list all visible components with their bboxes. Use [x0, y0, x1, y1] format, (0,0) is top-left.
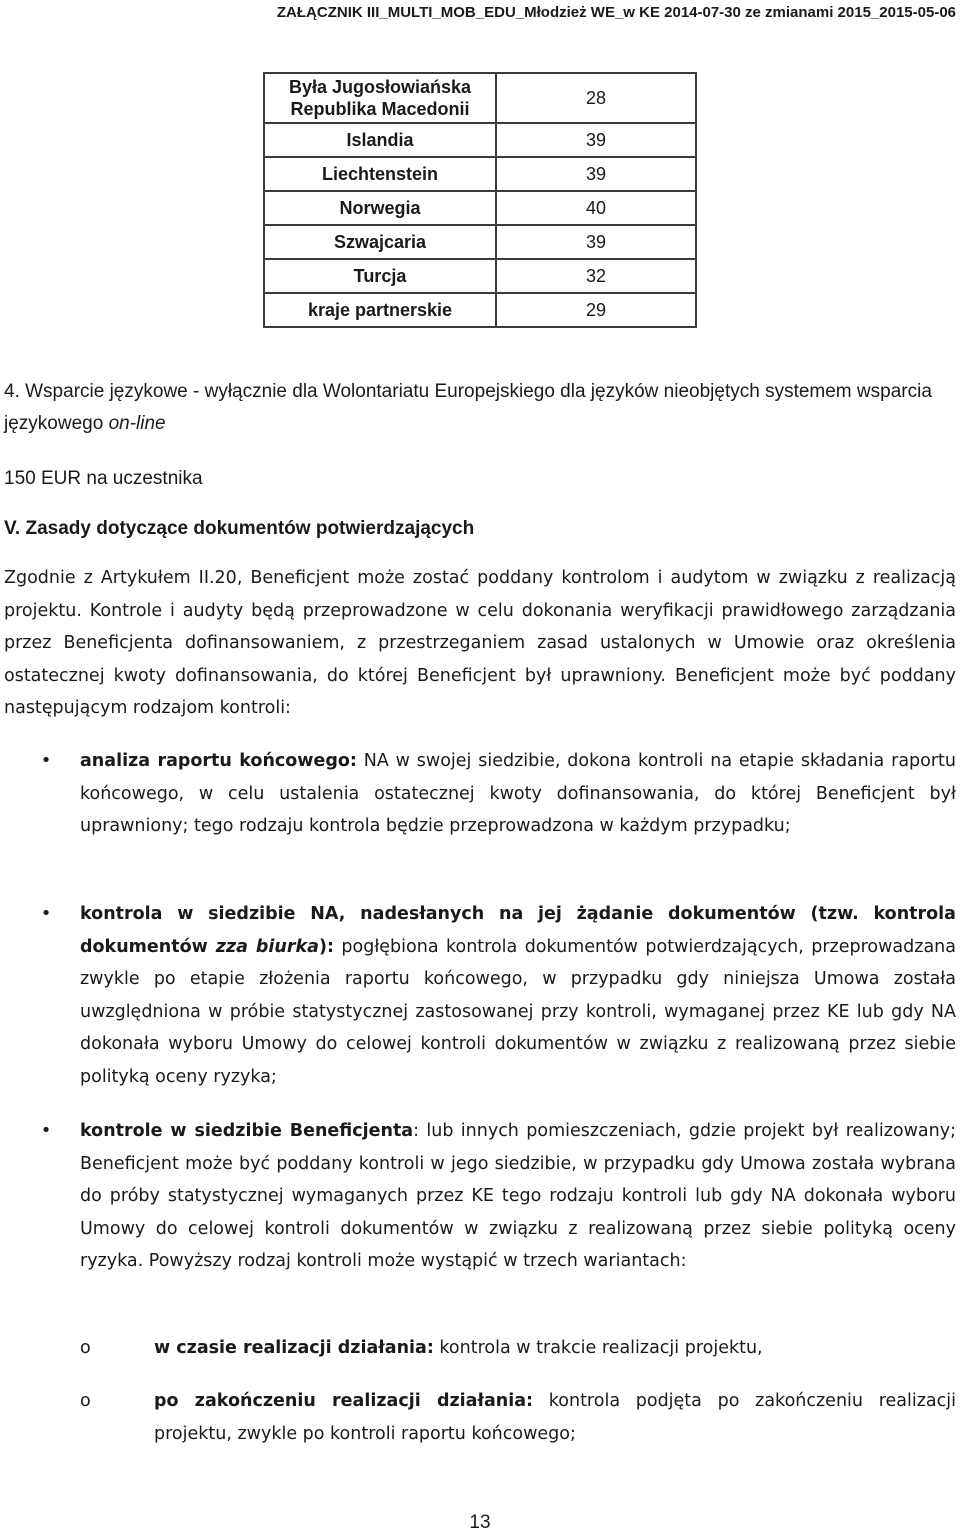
list-item: [80, 745, 956, 843]
list-item-bold-italic: zza biurka: [215, 936, 319, 957]
document-header: ZAŁĄCZNIK III_MULTI_MOB_EDU_Młodzież WE_w KE 2014-07-30 ze zmianami 2015_2015-05-06: [276, 4, 956, 21]
country-name: Szwajcaria: [264, 225, 496, 259]
list-item-bold: kontrola w siedzibie NA, nadesłanych na jej żądanie dokumentów (tzw. kontrola dokumentów: [80, 904, 956, 957]
sub-list-item-text: kontrola w trakcie realizacji projektu,: [433, 1338, 763, 1358]
table-row: [264, 73, 696, 123]
bullet-icon: •: [40, 1120, 52, 1141]
sub-list-item-bold: po zakończeniu realizacji działania:: [154, 1391, 534, 1411]
list-item-bold-end: ):: [318, 936, 334, 957]
table-row: [264, 225, 696, 259]
country-value: 32: [496, 259, 696, 293]
sub-list-item: [154, 1385, 956, 1450]
list-item-text: NA w swojej siedzibie, dokona kontroli na etapie składania raportu końcowego, w celu ustalenia ostatecznej kwoty dofinansowania, do której Beneficjent był uprawniony; tego rodzaju kontrola będzie przeprowadzona w każdym przypadku;: [80, 751, 956, 836]
country-value: 39: [496, 157, 696, 191]
country-value: 40: [496, 191, 696, 225]
bullet-icon: •: [40, 750, 52, 771]
table-row: [264, 191, 696, 225]
sub-list-item: [154, 1332, 956, 1365]
country-name: Islandia: [264, 123, 496, 157]
country-value: 39: [496, 123, 696, 157]
section-4-heading-text: 4. Wsparcie językowe - wyłącznie dla Wolontariatu Europejskiego dla języków nieobjętych systemem wsparcia językowego: [4, 381, 932, 434]
country-name: Była Jugosłowiańska Republika Macedonii: [264, 73, 496, 123]
country-value: 29: [496, 293, 696, 327]
section-v-heading: V. Zasady dotyczące dokumentów potwierdzających: [4, 518, 475, 539]
bullet-icon: •: [40, 903, 52, 924]
sub-list-item-text: kontrola podjęta po zakończeniu realizacji projektu, zwykle po kontroli raportu końcowego;: [154, 1391, 956, 1444]
section-v-intro: Zgodnie z Artykułem II.20, Beneficjent może zostać poddany kontrolom i audytom w związku z realizacją projektu. Kontrole i audyty będą przeprowadzone w celu dokonania weryfikacji prawidłowego zarządzania przez Beneficjenta dofinansowaniem, z przestrzeganiem zasad ustalonych w Umowie oraz określenia ostatecznej kwoty dofinansowania, do której Beneficjent był uprawniony. Beneficjent może być poddany następującym rodzajom kontroli:: [4, 568, 956, 718]
page-number: 13: [469, 1512, 491, 1533]
sub-list-item-bold: w czasie realizacji działania:: [154, 1338, 434, 1358]
list-item-bold: analiza raportu końcowego:: [80, 751, 357, 771]
country-name: kraje partnerskie: [264, 293, 496, 327]
sub-bullet-icon: o: [80, 1338, 91, 1358]
table-row: [264, 293, 696, 327]
section-4-heading: [4, 376, 956, 440]
list-item: [80, 1115, 956, 1278]
country-name: Norwegia: [264, 191, 496, 225]
rate-text: 150 EUR na uczestnika: [4, 468, 203, 489]
sub-bullet-icon: o: [80, 1391, 91, 1411]
list-item-bold: kontrole w siedzibie Beneficjenta: [80, 1121, 414, 1141]
table-row: [264, 157, 696, 191]
list-item: [80, 898, 956, 1093]
country-value: 39: [496, 225, 696, 259]
list-item-text: pogłębiona kontrola dokumentów potwierdzających, przeprowadzana zwykle po etapie złożenia raportu końcowego, w przypadku gdy niniejsza Umowa została uwzględniona w próbie statystycznej zastosowanej przy kontroli, wymaganej przez KE lub gdy NA dokonała wyboru Umowy do celowej kontroli dokumentów w związku z realizowaną przez siebie polityką oceny ryzyka;: [80, 936, 956, 1087]
table-row: [264, 123, 696, 157]
table-row: [264, 259, 696, 293]
country-value: 28: [496, 73, 696, 123]
list-item-text: : lub innych pomieszczeniach, gdzie projekt był realizowany; Beneficjent może być poddany kontroli w jego siedzibie, w przypadku gdy Umowa została wybrana do próby statystycznej wymaganych przez KE tego rodzaju kontroli lub gdy NA dokonała wyboru Umowy do celowej kontroli dokumentów w związku z realizowaną przez siebie polityką oceny ryzyka. Powyższy rodzaj kontroli może wystąpić w trzech wariantach:: [80, 1121, 956, 1271]
country-name: Turcja: [264, 259, 496, 293]
section-4-heading-italic: on-line: [108, 413, 166, 434]
country-name: Liechtenstein: [264, 157, 496, 191]
country-rates-table: [263, 72, 697, 328]
